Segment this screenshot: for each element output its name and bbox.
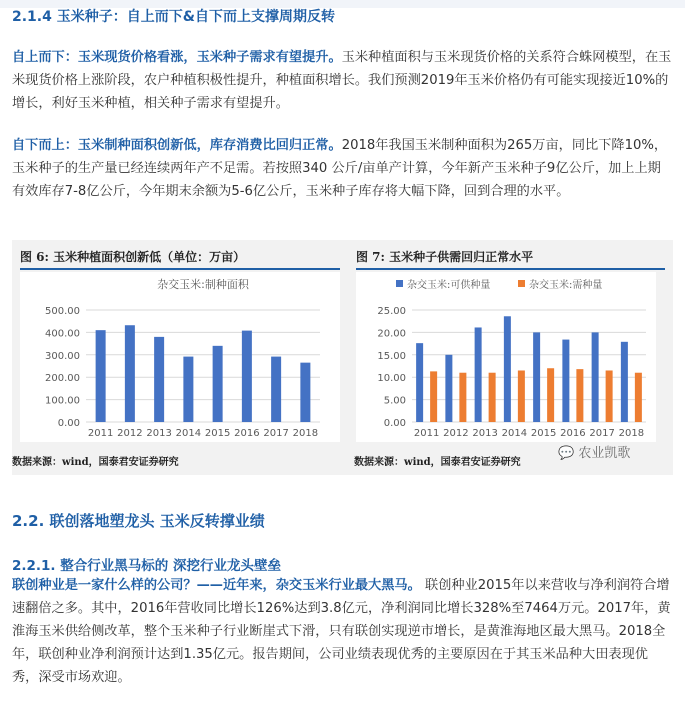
- x-tick-label: 2013: [472, 428, 498, 439]
- y-tick-label: 100.00: [45, 395, 80, 407]
- y-tick-label: 300.00: [45, 350, 80, 362]
- paragraph-body: 玉米种植面积与玉米现货价格的关系符合蛛网模型，在玉米现货价格上涨阶段，农户种植积极性提升，种植面积增长。我们预测2019年玉米价格仍有可能实现接近10%的增长，利好玉米种植，相关种子需求有望提升。: [12, 50, 672, 111]
- figure-6-title: 图 6: 玉米种植面积创新低（单位：万亩）: [20, 250, 246, 264]
- section-2-2-heading: 2.2. 联创落地塑龙头 玉米反转撑业绩: [12, 512, 265, 530]
- x-tick-label: 2014: [501, 428, 528, 439]
- chart-1-background: [20, 272, 340, 442]
- bar: [592, 332, 599, 422]
- x-tick-label: 2018: [292, 428, 319, 439]
- bar: [547, 368, 554, 422]
- y-tick-label: 400.00: [45, 328, 80, 340]
- x-tick-label: 2015: [204, 428, 231, 439]
- bar: [621, 342, 628, 422]
- paragraph-lead: 联创种业是一家什么样的公司？——近年来，杂交玉米行业最大黑马。: [12, 578, 421, 593]
- bar: [489, 373, 496, 422]
- bar: [504, 316, 511, 422]
- legend-label: 杂交玉米:可供种量: [407, 280, 491, 291]
- y-tick-label: 25.00: [377, 306, 406, 317]
- paragraph-body: 联创种业2015年以来营收与净利润符合增速翻倍之多。其中，2016年营收同比增长126%达到3.8亿元，净利润同比增长328%至7464万元。2017年，黄淮海玉米供给侧改革，整个玉米种子行业断崖式下滑，只有联创实现逆市增长，是黄淮海地区最大黑马。2018全年，联创种业净利润预计达到1.35亿元。报告期间，公司业绩表现优秀的主要原因在于其玉米品种大田表现优秀，深受市场欢迎。: [12, 578, 671, 685]
- x-tick-label: 2011: [87, 428, 114, 439]
- paragraph-lead: 自下而上：玉米制种面积创新低，库存消费比回归正常。: [12, 138, 342, 153]
- x-tick-label: 2016: [234, 428, 260, 439]
- legend-swatch: [518, 280, 525, 287]
- y-tick-label: 200.00: [45, 373, 80, 385]
- section-2-1-4-heading: 2.1.4 玉米种子：自上而下&自下而上支撑周期反转: [12, 9, 335, 25]
- bar: [96, 330, 106, 422]
- figure-6-source: 数据来源：wind，国泰君安证券研究: [12, 457, 179, 468]
- bar: [445, 355, 452, 422]
- figure-7-source: 数据来源：wind，国泰君安证券研究: [354, 457, 521, 468]
- bar: [183, 357, 193, 422]
- x-tick-label: 2014: [175, 428, 202, 439]
- bar: [125, 325, 135, 422]
- chart-title: 杂交玉米:制种面积: [157, 278, 249, 291]
- bar: [635, 373, 642, 422]
- bar: [300, 363, 310, 422]
- x-tick-label: 2012: [443, 428, 469, 439]
- paragraph-lead: 自上而下：玉米现货价格看涨，玉米种子需求有望提升。: [12, 50, 342, 65]
- bar: [271, 357, 281, 422]
- paragraph-body: 2018年我国玉米制种面积为265万亩，同比下降10%，玉米种子的生产量已经连续两年产不足需。若按照340 公斤/亩单产计算，今年新产玉米种子9亿公斤，加上上期有效库存7-8亿公斤，今年期末余额为5-6亿公斤，玉米种子库存将大幅下降，回到合理的水平。: [12, 138, 668, 199]
- figures-panel: [12, 240, 673, 475]
- x-tick-label: 2013: [146, 428, 172, 439]
- figure-7-rule: [356, 268, 665, 270]
- y-tick-label: 20.00: [377, 328, 406, 340]
- bar: [459, 373, 466, 422]
- chart-2-svg: [356, 272, 656, 442]
- bar: [606, 370, 613, 422]
- x-tick-label: 2017: [589, 428, 615, 439]
- x-tick-label: 2017: [263, 428, 289, 439]
- x-tick-label: 2018: [618, 428, 645, 439]
- y-tick-label: 15.00: [377, 350, 406, 362]
- watermark: [558, 442, 630, 461]
- bar: [562, 340, 569, 422]
- y-tick-label: 5.00: [383, 395, 406, 407]
- figure-6-rule: [20, 268, 340, 270]
- figure-7-title: 图 7: 玉米种子供需回归正常水平: [356, 250, 534, 264]
- bar: [533, 332, 540, 422]
- y-tick-label: 0.00: [383, 418, 406, 429]
- x-tick-label: 2016: [560, 428, 586, 439]
- bar: [475, 327, 482, 422]
- bar: [576, 369, 583, 422]
- figure-6: [12, 240, 348, 475]
- chart-2-background: [356, 272, 656, 442]
- bar: [213, 346, 223, 422]
- paragraph-top-down: [12, 46, 672, 115]
- y-tick-label: 10.00: [377, 373, 406, 385]
- bar: [430, 371, 437, 422]
- paragraph-company: [12, 574, 672, 689]
- chat-bubble-icon: 💬: [558, 446, 575, 461]
- legend-label: 杂交玉米:需种量: [529, 280, 603, 291]
- y-tick-label: 500.00: [45, 306, 80, 317]
- legend-swatch: [396, 280, 403, 287]
- chart-1-svg: [20, 272, 340, 442]
- x-tick-label: 2012: [117, 428, 143, 439]
- bar: [242, 331, 252, 422]
- x-tick-label: 2011: [413, 428, 440, 439]
- x-tick-label: 2015: [530, 428, 557, 439]
- bar: [518, 370, 525, 422]
- paragraph-bottom-up: [12, 134, 672, 203]
- section-2-2-1-heading: 2.2.1. 整合行业黑马标的 深挖行业龙头壁垒: [12, 558, 281, 574]
- watermark-text: 农业凯歌: [578, 446, 631, 461]
- bar: [416, 343, 423, 422]
- bar: [154, 337, 164, 422]
- y-tick-label: 0.00: [57, 418, 80, 429]
- figure-7: [348, 240, 673, 475]
